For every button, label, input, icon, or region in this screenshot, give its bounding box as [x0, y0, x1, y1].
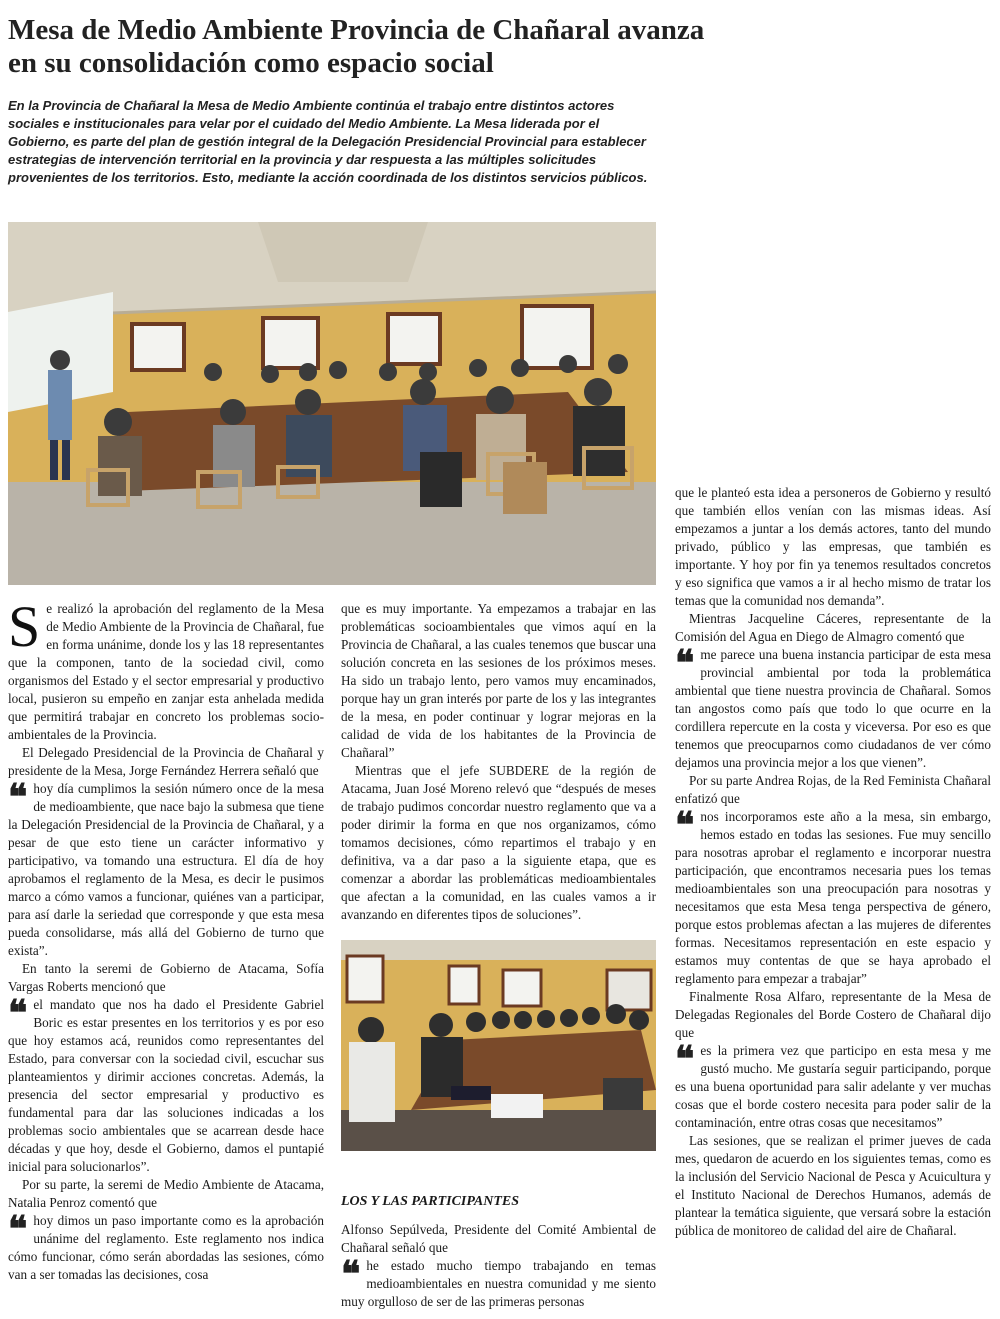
- paragraph: En tanto la seremi de Gobierno de Atacama, Sofía Vargas Roberts mencionó que: [8, 961, 324, 994]
- quote-mark-icon: ❝: [341, 1254, 361, 1294]
- quote: ❝ es la primera vez que participo en esta mesa y me gustó mucho. Me gustaría seguir participando, porque es una buena oportunidad para salir adelante y ver muchas cosas que el borde costero necesita para poder salir de la contaminación, entre otras cosas que necesitamos”: [675, 1039, 991, 1130]
- article-column-3: [675, 484, 991, 1314]
- quote-mark-icon: ❝: [675, 1039, 695, 1079]
- paragraph: Por su parte, la seremi de Medio Ambiente de Atacama, Natalia Penroz comentó que: [8, 1177, 324, 1210]
- paragraph: Mientras que el jefe SUBDERE de la región de Atacama, Juan José Moreno relevó que “después de meses de trabajo pudimos concordar nuestro reglamento que va a poder dirimir la forma en que nos organizamos, cómo tomamos decisiones, cómo repartimos el trabajo y en definitiva, va a dar paso a la siguiente etapa, que es comenzar a abordar las problemáticas medioambientales que afectan a la comunidad, en las cuales vamos a ir avanzando en diferentes tipos de soluciones”.: [341, 763, 656, 922]
- paragraph: Mientras Jacqueline Cáceres, representante de la Comisión del Agua en Diego de Almagro comentó que: [675, 611, 991, 644]
- paragraph: El Delegado Presidencial de la Provincia de Chañaral y presidente de la Mesa, Jorge Fernández Herrera señaló que: [8, 745, 324, 778]
- section-subheading: LOS Y LAS PARTICIPANTES: [341, 1194, 520, 1209]
- paragraph: que es muy importante. Ya empezamos a trabajar en las problemáticas socioambientales que vimos aquí en la Provincia de Chañaral, a las cuales tenemos que buscar una solución concreta en las sesiones de los próximos meses. Ha sido un trabajo lento, pero vamos muy encaminados, porque hay un gran interés por parte de los y las integrantes de la mesa, en poder continuar y lograr mejoras en la calidad de vida de los habitantes de la Provincia de Chañaral”: [341, 601, 656, 760]
- quote: ❝ me parece una buena instancia participar de esta mesa provincial ambiental por toda la problemática ambiental que tiene nuestra provincia de Chañaral. Somos tan angostos como país que todo lo que ocurre en la cordillera repercute en la costa y viceversa. Por eso es que tenemos que preocuparnos como ciudadanos de ver cómo dejamos una provincia mejor a los que vienen”.: [675, 643, 991, 770]
- paragraph: Se realizó la aprobación del reglamento de la Mesa de Medio Ambiente de la Provincia de Chañaral, fue en forma unánime, donde los y las 18 representantes que la componen, tanto de la sociedad civil, como organismos del Estado y el sector empresarial y productivo local, pusieron su empeño en zanjar esta anhelada medida que permitirá trabajar en concreto los problemas socio-ambientales de la Provincia.: [8, 600, 324, 742]
- drop-cap: S: [8, 600, 41, 659]
- quote: ❝ hoy día cumplimos la sesión número once de la mesa de medioambiente, que nace bajo la submesa que tiene la Delegación Presidencial de la Provincia de Chañaral, y a pesar de que esto tiene un carácter informativo y participativo, va tomando una estructura. El día de hoy aprobamos el reglamento de la Mesa, es decir le pusimos marco a cómo vamos a funcionar, quiénes van a participar, para así darle la seriedad que corresponde y que esta mesa pueda consolidarse, más allá del Gobierno de turno que exista”.: [8, 777, 324, 958]
- quote-mark-icon: ❝: [675, 643, 695, 683]
- meeting-photo-secondary: [341, 940, 656, 1151]
- paragraph: que le planteó esta idea a personeros de Gobierno y resultó que también ellos venían con las mismas ideas. Así empezamos a juntar a los demás actores, tanto del mundo privado, público y las empresas, que también es importante. Y hoy por fin ya tenemos resultados concretos y eso significa que vamos a ir al hecho mismo de tratar los temas que la comunidad nos demanda”.: [675, 485, 991, 608]
- paragraph: Las sesiones, que se realizan el primer jueves de cada mes, quedaron de acuerdo en los siguientes temas, como es la inclusión del Servicio Nacional de Pesca y Acuicultura y el Instituto Nacional de Derechos Humanos, además de plantear la temática siguiente, que versará sobre la estación pública de monitoreo de calidad del aire de Chañaral.: [675, 1133, 991, 1238]
- paragraph: Por su parte Andrea Rojas, de la Red Feminista Chañaral enfatizó que: [675, 773, 991, 806]
- quote: ❝ hoy dimos un paso importante como es la aprobación unánime del reglamento. Este reglamento nos indica cómo funcionar, cómo serán abordadas las sesiones, cómo van a ser tomadas las decisiones, cosa: [8, 1209, 324, 1282]
- article-lead: En la Provincia de Chañaral la Mesa de Medio Ambiente continúa el trabajo entre distintos actores sociales e institucionales para velar por el cuidado del Medio Ambiente. La Mesa liderada por el Gobierno, es parte del plan de gestión integral de la Delegación Presidencial Provincial para establecer estrategias de intervención territorial en la provincia y dar respuesta a las múltiples solicitudes provenientes de los territorios. Esto, mediante la acción coordinada de los distintos servicios públicos.: [8, 98, 648, 185]
- paragraph: Alfonso Sepúlveda, Presidente del Comité Ambiental de Chañaral señaló que: [341, 1222, 656, 1255]
- quote-mark-icon: ❝: [8, 993, 28, 1033]
- quote-mark-icon: ❝: [675, 805, 695, 845]
- quote-mark-icon: ❝: [8, 777, 28, 817]
- meeting-photo-main: [8, 222, 656, 585]
- quote: ❝ he estado mucho tiempo trabajando en temas medioambientales en nuestra comunidad y me siento muy orgulloso de ser de las primeras personas: [341, 1254, 656, 1309]
- article-headline: Mesa de Medio Ambiente Provincia de Chañaral avanza en su consolidación como espacio social: [8, 14, 705, 79]
- quote: ❝ nos incorporamos este año a la mesa, sin embargo, hemos estado en todas las sesiones. Fue muy sencillo para nosotras aprobar el reglamento e incorporar nuestra participación, que encontramos necesaria pues los temas medioambientales son una preocupación para nosotras y necesitamos que esta Mesa tenga perspectiva de género, porque estos problemas afectan a las mujeres de diferentes formas. Necesitamos representación en este espacio y estamos muy contentas de que se haya aprobado el reglamento para empezar a trabajar”: [675, 805, 991, 986]
- quote-mark-icon: ❝: [8, 1209, 28, 1249]
- quote: ❝ el mandato que nos ha dado el Presidente Gabriel Boric es estar presentes en los territorios y es por eso que hoy estamos acá, reunidos como representantes del Estado, para conversar con la sociedad civil, escuchar sus planteamientos y dirimir acciones concretas. Además, la presencia del sector empresarial y productivo es fundamental para dar las soluciones indicadas a los problemas socio ambientales que se acarrean desde hace décadas y que hoy, desde el Gobierno, damos el puntapié inicial para solucionarlos”.: [8, 993, 324, 1174]
- article-column-2-bottom: [341, 1193, 656, 1313]
- article-column-1: [8, 600, 324, 1312]
- paragraph: Finalmente Rosa Alfaro, representante de la Mesa de Delegadas Regionales del Borde Costero de Chañaral dijo que: [675, 989, 991, 1040]
- article-column-2: [341, 600, 656, 930]
